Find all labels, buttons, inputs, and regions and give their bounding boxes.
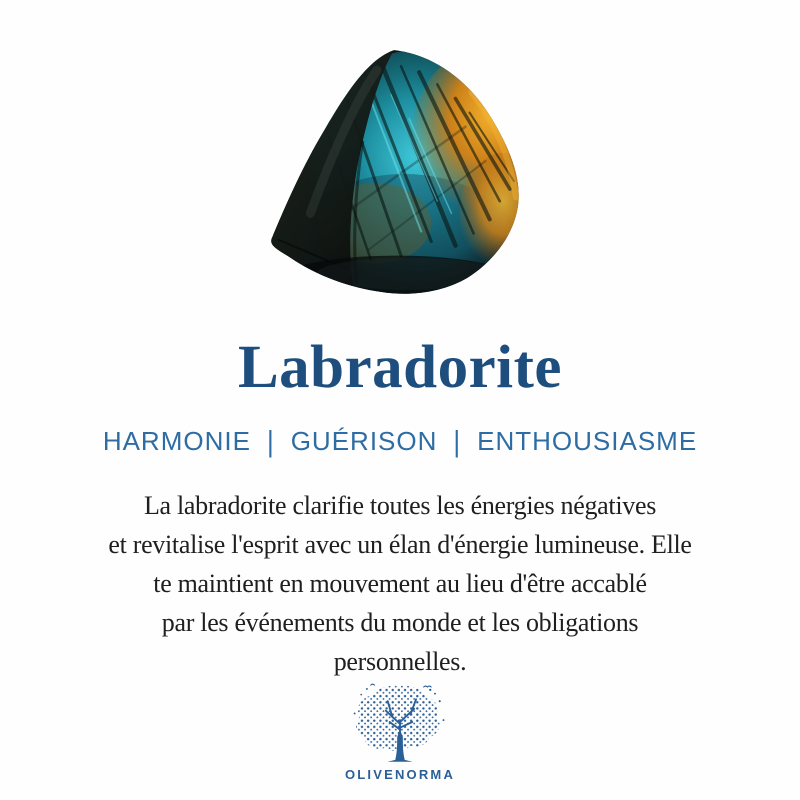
description-line: te maintient en mouvement au lieu d'être accablé bbox=[153, 569, 647, 598]
tagline bbox=[0, 424, 800, 458]
brand-name: OLIVENORMA bbox=[344, 767, 456, 782]
brand-logo bbox=[0, 682, 800, 782]
tagline-item-guerison: GUÉRISON bbox=[290, 426, 438, 456]
labradorite-stone-image bbox=[258, 40, 530, 300]
description-line: personnelles. bbox=[333, 647, 467, 676]
page-title: Labradorite bbox=[237, 334, 563, 401]
tagline-item-harmonie: HARMONIE bbox=[102, 426, 251, 456]
description-line: et revitalise l'esprit avec un élan d'énergie lumineuse. Elle bbox=[108, 530, 692, 559]
olive-tree-icon bbox=[348, 682, 452, 762]
description-line: par les événements du monde et les obligations bbox=[161, 608, 639, 637]
description-line: La labradorite clarifie toutes les énergies négatives bbox=[143, 491, 657, 520]
tagline-separator: | bbox=[453, 423, 462, 459]
tagline-separator: | bbox=[266, 423, 275, 459]
tagline-item-enthousiasme: ENTHOUSIASME bbox=[477, 426, 698, 456]
labradorite-stone-graphic bbox=[258, 40, 530, 300]
description-paragraph bbox=[0, 486, 800, 681]
